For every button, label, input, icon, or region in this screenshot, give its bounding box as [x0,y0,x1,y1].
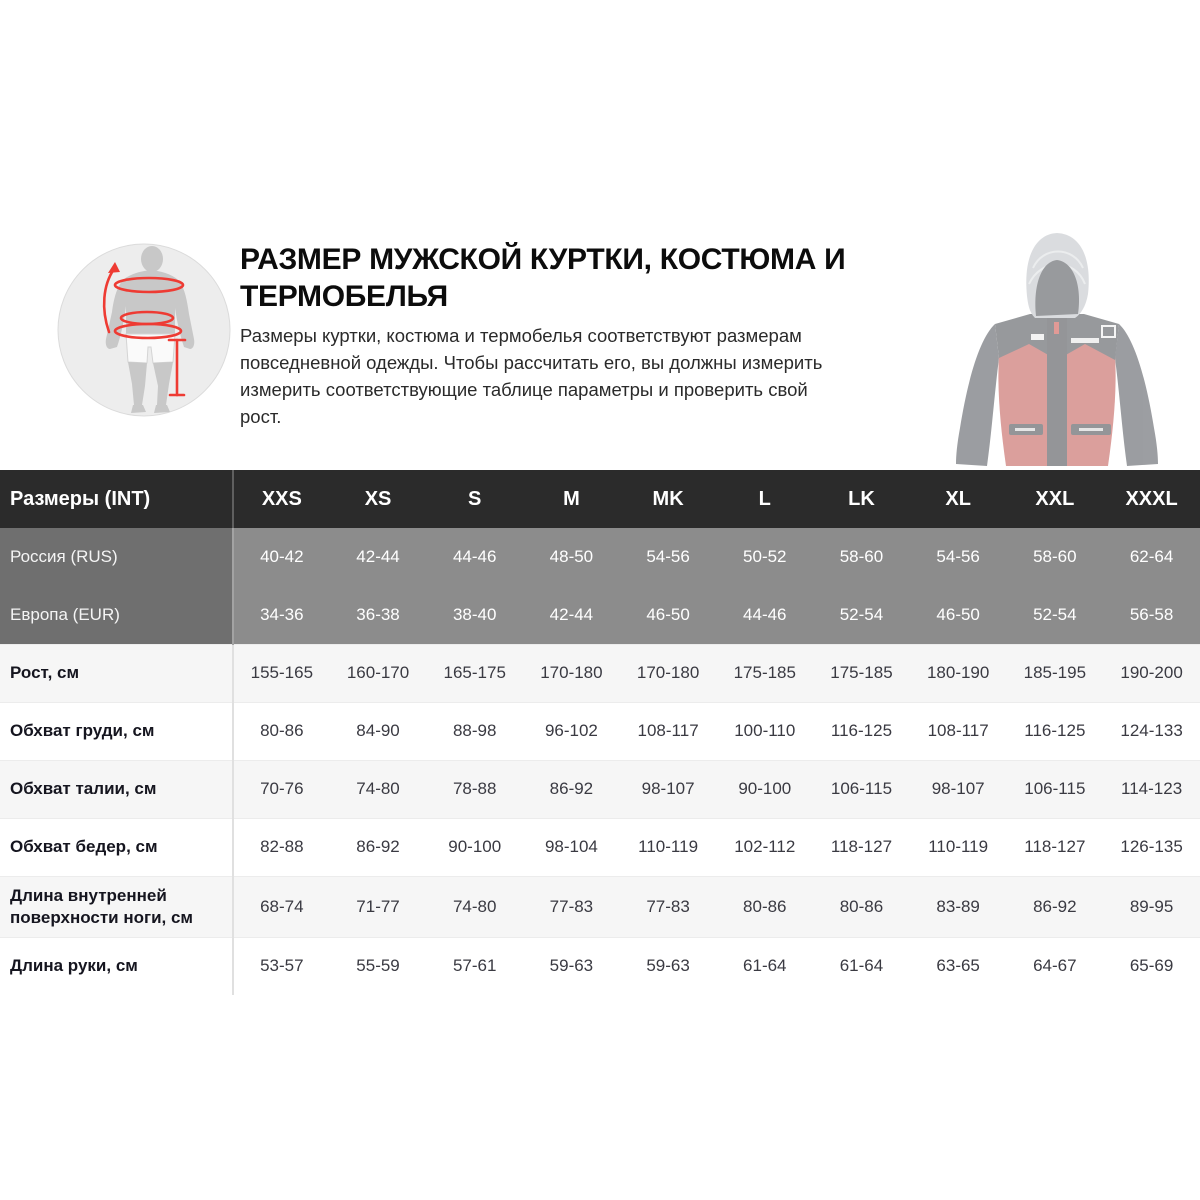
size-cell: 175-185 [813,644,910,702]
page-description [240,322,960,430]
size-table [0,470,1200,995]
size-cell: 80-86 [233,702,330,760]
body-measurement-figure [56,242,232,418]
size-cell: 34-36 [233,586,330,644]
size-column-header: XS [364,487,392,510]
size-cell: 108-117 [620,702,717,760]
size-cell: 118-127 [1007,818,1104,876]
size-cell: 80-86 [813,876,910,937]
size-column-header: XXXL [1125,487,1178,510]
body-measurements-icon [56,242,232,418]
size-cell: 59-63 [523,937,620,995]
region-size-row [0,528,1200,586]
size-table-corner-label: Размеры (INT) [0,470,233,528]
size-cell: 108-117 [910,702,1007,760]
size-cell: 61-64 [813,937,910,995]
measurement-row [0,937,1200,995]
size-cell: 165-175 [426,644,523,702]
size-cell: 71-77 [330,876,427,937]
size-cell: 106-115 [1007,760,1104,818]
size-column-header: M [563,487,580,510]
size-cell: 74-80 [330,760,427,818]
size-cell: 58-60 [1007,528,1104,586]
size-cell: 52-54 [813,586,910,644]
size-cell: 68-74 [233,876,330,937]
description-line: повседневной одежды. Чтобы рассчитать его, вы должны измерить [240,352,823,373]
row-label: Европа (EUR) [0,586,233,644]
measurement-row [0,818,1200,876]
size-cell: 86-92 [523,760,620,818]
size-column-header: S [468,487,482,510]
size-cell: 42-44 [330,528,427,586]
size-cell: 77-83 [523,876,620,937]
description-line: Размеры куртки, костюма и термобелья соответствуют размерам [240,325,802,346]
size-cell: 48-50 [523,528,620,586]
size-cell: 116-125 [1007,702,1104,760]
size-cell: 98-104 [523,818,620,876]
size-cell: 53-57 [233,937,330,995]
size-cell: 96-102 [523,702,620,760]
hero-section [0,0,1200,470]
size-cell: 86-92 [1007,876,1104,937]
size-cell: 54-56 [910,528,1007,586]
size-cell: 46-50 [910,586,1007,644]
size-cell: 118-127 [813,818,910,876]
size-cell: 160-170 [330,644,427,702]
size-cell: 80-86 [716,876,813,937]
row-label: Обхват талии, см [0,760,233,818]
size-cell: 54-56 [620,528,717,586]
size-column-header: LK [848,487,875,510]
size-cell: 55-59 [330,937,427,995]
row-label: Обхват бедер, см [0,818,233,876]
size-cell: 63-65 [910,937,1007,995]
size-cell: 78-88 [426,760,523,818]
page-title [240,241,950,315]
measurement-row [0,760,1200,818]
size-cell: 44-46 [716,586,813,644]
size-cell: 65-69 [1103,937,1200,995]
size-cell: 83-89 [910,876,1007,937]
page-title-line: РАЗМЕР МУЖСКОЙ КУРТКИ, КОСТЮМА И [240,243,846,276]
size-cell: 59-63 [620,937,717,995]
size-cell: 46-50 [620,586,717,644]
size-cell: 90-100 [716,760,813,818]
size-cell: 170-180 [620,644,717,702]
size-cell: 180-190 [910,644,1007,702]
row-label: Обхват груди, см [0,702,233,760]
page-title-line: ТЕРМОБЕЛЬЯ [240,280,448,313]
size-cell: 84-90 [330,702,427,760]
size-cell: 86-92 [330,818,427,876]
size-cell: 116-125 [813,702,910,760]
size-cell: 61-64 [716,937,813,995]
row-label: Длина руки, см [0,937,233,995]
size-column-header: XXS [261,487,302,510]
size-cell: 38-40 [426,586,523,644]
size-cell: 50-52 [716,528,813,586]
jacket-image [933,226,1181,470]
size-cell: 114-123 [1103,760,1200,818]
description-line: измерить соответствующие таблице параметры и проверить свой [240,379,808,400]
size-cell: 126-135 [1103,818,1200,876]
size-table-header [0,470,1200,528]
size-cell: 52-54 [1007,586,1104,644]
measurement-row [0,876,1200,937]
size-cell: 64-67 [1007,937,1104,995]
size-cell: 175-185 [716,644,813,702]
region-size-row [0,586,1200,644]
size-cell: 40-42 [233,528,330,586]
size-cell: 124-133 [1103,702,1200,760]
size-cell: 110-119 [620,818,717,876]
measurement-row [0,644,1200,702]
size-table-body [0,528,1200,995]
size-cell: 185-195 [1007,644,1104,702]
row-label: Рост, см [0,644,233,702]
size-cell: 88-98 [426,702,523,760]
size-cell: 57-61 [426,937,523,995]
size-column-header: XL [945,487,971,510]
size-cell: 190-200 [1103,644,1200,702]
size-cell: 100-110 [716,702,813,760]
size-cell: 42-44 [523,586,620,644]
size-column-header: L [758,487,771,510]
size-cell: 58-60 [813,528,910,586]
size-cell: 90-100 [426,818,523,876]
size-cell: 77-83 [620,876,717,937]
size-cell: 74-80 [426,876,523,937]
size-header-row [0,470,1200,528]
size-column-header: MK [652,487,684,510]
size-cell: 36-38 [330,586,427,644]
size-cell: 98-107 [620,760,717,818]
description-line: рост. [240,406,282,427]
size-cell: 155-165 [233,644,330,702]
size-cell: 62-64 [1103,528,1200,586]
size-cell: 56-58 [1103,586,1200,644]
size-cell: 98-107 [910,760,1007,818]
size-cell: 70-76 [233,760,330,818]
measurement-row [0,702,1200,760]
row-label: Россия (RUS) [0,528,233,586]
size-cell: 89-95 [1103,876,1200,937]
row-label: Длина внутренней поверхности ноги, см [0,876,233,937]
size-cell: 44-46 [426,528,523,586]
jacket-photo-icon [933,226,1181,470]
size-column-header: XXL [1035,487,1075,510]
size-cell: 82-88 [233,818,330,876]
size-cell: 102-112 [716,818,813,876]
size-cell: 110-119 [910,818,1007,876]
size-cell: 106-115 [813,760,910,818]
size-cell: 170-180 [523,644,620,702]
